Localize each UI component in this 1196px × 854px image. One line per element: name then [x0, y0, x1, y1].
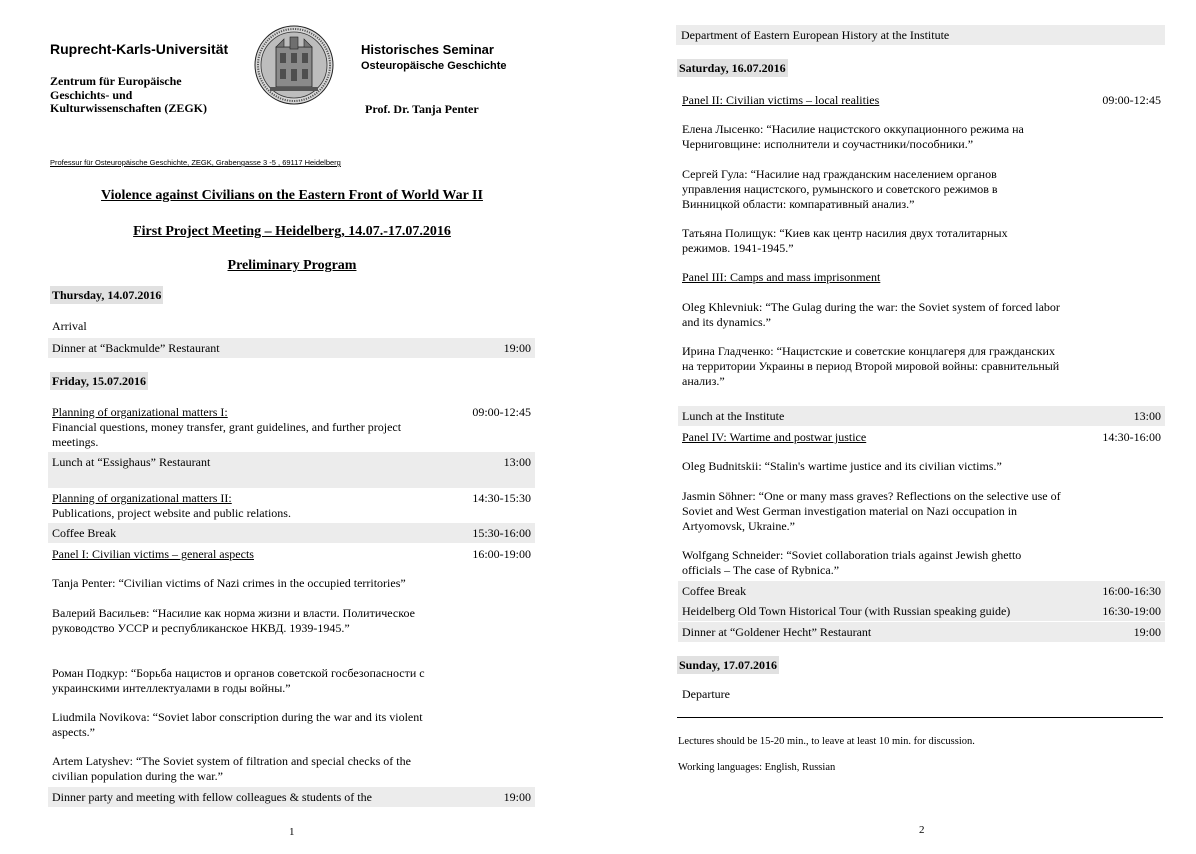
meeting-title: First Project Meeting – Heidelberg, 14.07.-17.07.2016	[133, 224, 451, 239]
friday-talk3: Роман Подкур: “Борьба нацистов и органов советской госбезопасности с украинскими интеллектуалами в годы войны.”	[52, 666, 425, 695]
thursday-arrival: Arrival	[52, 319, 87, 333]
thursday-dinner-row	[48, 338, 535, 358]
saturday-dinner-row	[678, 622, 1165, 642]
saturday-talk8: Wolfgang Schneider: “Soviet collaboration trials against Jewish ghetto officials – The case of Rybnica.”	[682, 548, 1022, 577]
address-line: Professur für Osteuropäische Geschichte, ZEGK, Grabengasse 3 -5 , 69117 Heidelberg	[50, 158, 341, 167]
note-languages: Working languages: English, Russian	[678, 762, 836, 773]
friday-dinner-continuation: Department of Eastern European History at the Institute	[676, 25, 1165, 45]
friday-talk2: Валерий Васильев: “Насилие как норма жизни и власти. Политическое руководство УССР и республиканское НКВД. 1939-1945.”	[52, 606, 415, 635]
page-number-2: 2	[919, 824, 925, 836]
friday-org2-time: 14:30-15:30	[472, 491, 531, 505]
friday-coffee-row	[48, 523, 535, 543]
saturday-header: Saturday, 16.07.2016	[679, 61, 786, 75]
divider	[677, 717, 1163, 718]
saturday-panel3: Panel III: Camps and mass imprisonment	[682, 270, 881, 284]
saturday-coffee-row	[678, 581, 1165, 601]
friday-panel1: Panel I: Civilian victims – general aspects	[52, 547, 254, 561]
saturday-panel4-row	[678, 430, 1165, 445]
saturday-lunch: Lunch at the Institute	[682, 409, 785, 423]
saturday-tour-time: 16:30-19:00	[1102, 604, 1161, 618]
page-number-1: 1	[289, 826, 295, 838]
friday-header: Friday, 15.07.2016	[52, 374, 147, 388]
sunday-header: Sunday, 17.07.2016	[679, 658, 778, 672]
saturday-panel4-time: 14:30-16:00	[1102, 430, 1161, 444]
friday-org1-row	[48, 405, 535, 450]
saturday-coffee-time: 16:00-16:30	[1102, 584, 1161, 598]
seminar-name: Historisches Seminar	[361, 42, 494, 57]
saturday-panel2: Panel II: Civilian victims – local realities	[682, 93, 880, 107]
friday-coffee-time: 15:30-16:00	[472, 526, 531, 540]
friday-org2-desc: Publications, project website and public relations.	[52, 506, 291, 520]
saturday-lunch-row	[678, 406, 1165, 426]
saturday-talk2: Сергей Гула: “Насилие над гражданским населением органов управления нацистского, румынского и советского режимов в Винницкой области: компаративный анализ.”	[682, 167, 998, 211]
friday-talk5: Artem Latyshev: “The Soviet system of filtration and special checks of the civilian population during the war.”	[52, 754, 411, 783]
friday-dinner-time: 19:00	[503, 790, 531, 804]
saturday-dinner: Dinner at “Goldener Hecht” Restaurant	[682, 625, 872, 639]
friday-panel1-time: 16:00-19:00	[472, 547, 531, 561]
center-name: Zentrum für Europäische Geschichts- und Kulturwissenschaften (ZEGK)	[50, 74, 208, 115]
thursday-dinner-time: 19:00	[503, 341, 531, 355]
saturday-panel2-row	[678, 93, 1165, 108]
saturday-talk3: Татьяна Полищук: “Киев как центр насилия двух тоталитарных режимов. 1941-1945.”	[682, 226, 1008, 255]
saturday-panel2-time: 09:00-12:45	[1102, 93, 1161, 107]
saturday-talk4: Oleg Khlevniuk: “The Gulag during the war: the Soviet system of forced labor and its dynamics.”	[682, 300, 1060, 329]
professor-name: Prof. Dr. Tanja Penter	[365, 102, 479, 116]
friday-lunch: Lunch at “Essighaus” Restaurant	[52, 455, 211, 469]
friday-talk4: Liudmila Novikova: “Soviet labor conscription during the war and its violent aspects.”	[52, 710, 423, 739]
friday-dinner: Dinner party and meeting with fellow colleagues & students of the	[52, 790, 372, 804]
friday-coffee: Coffee Break	[52, 526, 117, 540]
friday-org2-row	[48, 491, 535, 521]
department-name: Osteuropäische Geschichte	[361, 60, 507, 72]
saturday-talk7: Jasmin Söhner: “One or many mass graves? Reflections on the selective use of Soviet and West German investigation material on Nazi occupation in Artyomovsk, Ukraine.”	[682, 489, 1061, 533]
friday-org1-time: 09:00-12:45	[472, 405, 531, 419]
friday-talk1: Tanja Penter: “Civilian victims of Nazi crimes in the occupied territories”	[52, 576, 406, 590]
saturday-tour: Heidelberg Old Town Historical Tour (with Russian speaking guide)	[682, 604, 1011, 618]
friday-lunch-row	[48, 452, 535, 488]
saturday-talk1: Елена Лысенко: “Насилие нацистского оккупационного режима на Черниговщине: исполнители и соучастники/пособники.”	[682, 122, 1024, 151]
university-name: Ruprecht-Karls-Universität	[50, 41, 229, 57]
friday-org2-title: Planning of organizational matters II:	[52, 491, 232, 505]
note-lectures: Lectures should be 15-20 min., to leave at least 10 min. for discussion.	[678, 736, 975, 747]
sunday-departure: Departure	[682, 687, 730, 701]
program-title: Preliminary Program	[227, 258, 357, 273]
main-title: Violence against Civilians on the Eastern Front of World War II	[101, 188, 483, 203]
saturday-talk6: Oleg Budnitskii: “Stalin's wartime justice and its civilian victims.”	[682, 459, 1002, 473]
university-seal-icon	[254, 25, 334, 105]
saturday-dinner-time: 19:00	[1133, 625, 1161, 639]
thursday-dinner: Dinner at “Backmulde” Restaurant	[52, 341, 220, 355]
saturday-tour-row	[678, 601, 1165, 621]
saturday-lunch-time: 13:00	[1133, 409, 1161, 423]
friday-dinner-row	[48, 787, 535, 807]
saturday-panel4: Panel IV: Wartime and postwar justice	[682, 430, 867, 444]
friday-panel1-row	[48, 547, 535, 562]
thursday-header: Thursday, 14.07.2016	[52, 288, 162, 302]
friday-org1-title: Planning of organizational matters I:	[52, 405, 228, 419]
friday-org1-desc: Financial questions, money transfer, grant guidelines, and further project meetings.	[52, 420, 402, 449]
saturday-coffee: Coffee Break	[682, 584, 747, 598]
saturday-talk5: Ирина Гладченко: “Нацистские и советские концлагеря для гражданских на территории Украины в период Второй мировой войны: сравнительный анализ.”	[682, 344, 1060, 388]
saturday-panel3-row	[678, 270, 1165, 285]
friday-lunch-time: 13:00	[503, 455, 531, 469]
page-2	[598, 0, 1196, 854]
